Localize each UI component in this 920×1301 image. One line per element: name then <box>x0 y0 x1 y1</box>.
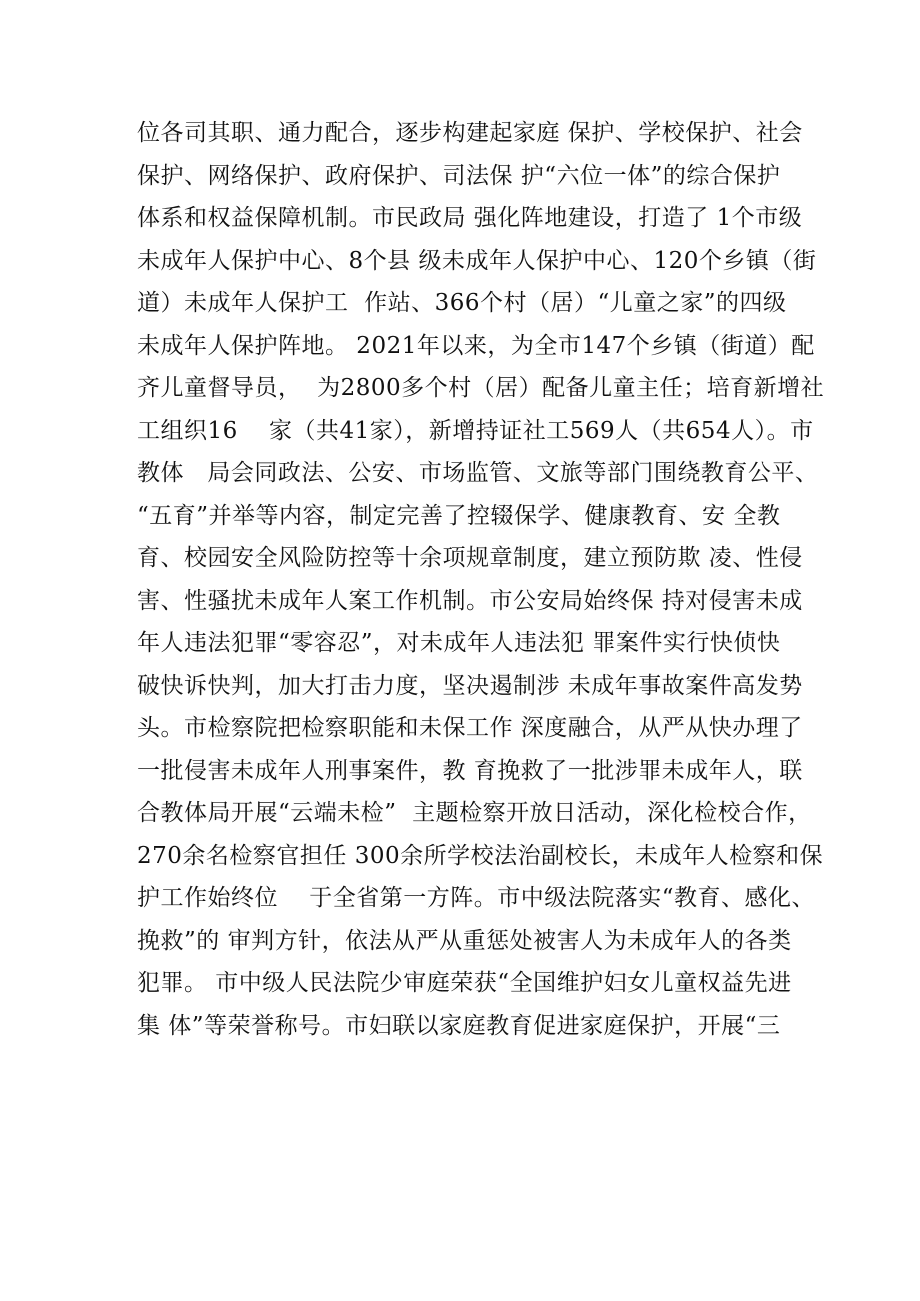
text-line: 保护、网络保护、政府保护、司法保 护“六位一体”的综合保护 <box>137 162 781 189</box>
text-line: 头。市检察院把检察职能和未保工作 深度融合，从严从快办理了 <box>137 715 803 741</box>
text-line: 挽救”的 审判方针，依法从严从重惩处被害人为未成年人的各类 <box>137 927 792 954</box>
text-line: 破快诉快判，加大打击力度，坚决遏制涉 未成年事故案件高发势 <box>137 672 803 699</box>
text-line: 育、校园安全风险防控等十余项规章制度，建立预防欺 凌、性侵 <box>137 545 803 571</box>
text-line: 未成年人保护中心、8个县 级未成年人保护中心、120个乡镇（街 <box>137 247 817 274</box>
text-line: 未成年人保护阵地。 2021年以来，为全市147个乡镇（街道）配 <box>137 332 815 359</box>
text-line: 位各司其职、通力配合，逐步构建起家庭 保护、学校保护、社会 <box>137 120 803 146</box>
text-line: 270余名检察官担任 300余所学校法治副校长，未成年人检察和保 <box>137 842 824 869</box>
text-line: 犯罪。 市中级人民法院少审庭荣获“全国维护妇女儿童权益先进 <box>137 970 792 996</box>
text-line: 集 体”等荣誉称号。市妇联以家庭教育促进家庭保护，开展“三 <box>137 1012 781 1039</box>
text-line: 道）未成年人保护工 作站、366个村（居）“儿童之家”的四级 <box>137 290 787 316</box>
text-line: 齐儿童督导员， 为2800多个村（居）配备儿童主任；培育新增社 <box>137 375 825 401</box>
body-text <box>137 112 825 1047</box>
text-line: 教体 局会同政法、公安、市场监管、文旅等部门围绕教育公平、 <box>137 460 819 486</box>
text-line: 护工作始终位 于全省第一方阵。市中级法院落实“教育、感化、 <box>137 885 816 911</box>
text-line: 体系和权益保障机制。市民政局 强化阵地建设，打造了 1个市级 <box>137 205 803 231</box>
text-line: “五育”并举等内容，制定完善了控辍保学、健康教育、安 全教 <box>137 502 781 529</box>
text-line: 工组织16 家（共41家），新增持证社工569人（共654人）。市 <box>137 417 814 444</box>
text-line: 一批侵害未成年人刑事案件，教 育挽救了一批涉罪未成年人，联 <box>137 757 803 784</box>
text-line: 年人违法犯罪“零容忍”，对未成年人违法犯 罪案件实行快侦快 <box>137 630 781 656</box>
text-line: 合教体局开展“云端未检” 主题检察开放日活动，深化检校合作， <box>137 800 812 826</box>
text-line: 害、性骚扰未成年人案工作机制。市公安局始终保 持对侵害未成 <box>137 587 803 614</box>
